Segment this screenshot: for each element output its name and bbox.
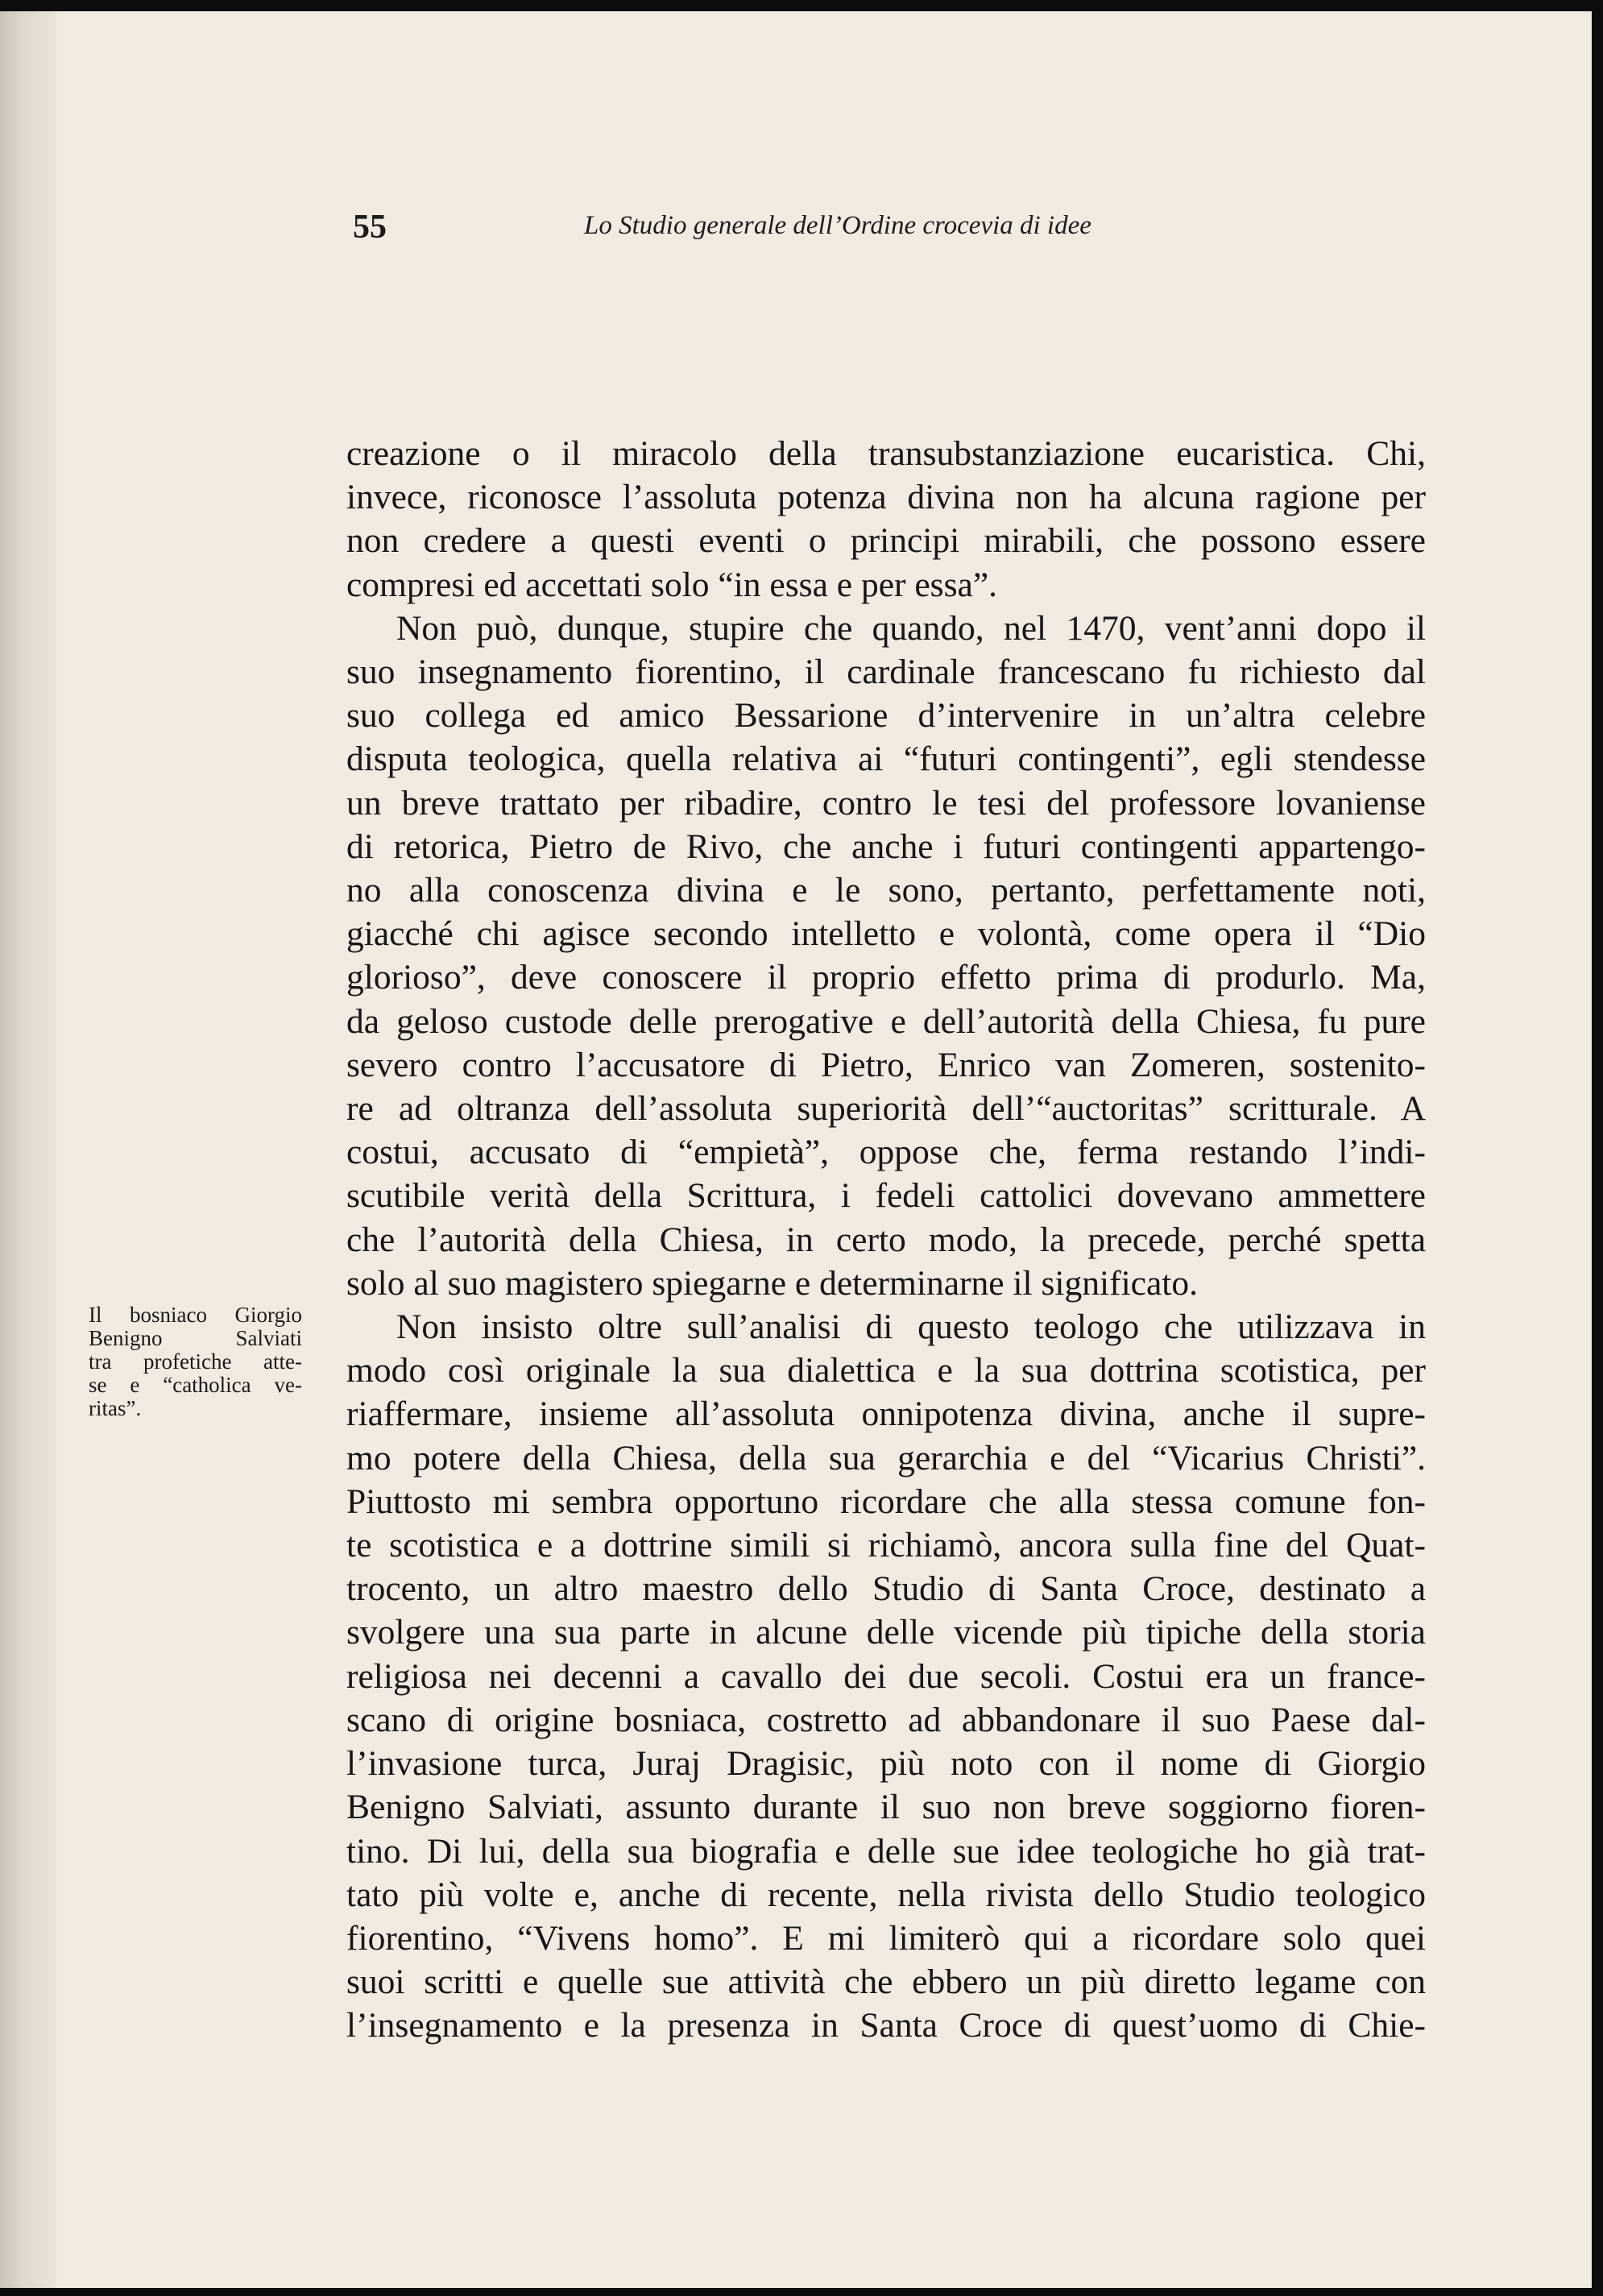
main-text-block xyxy=(346,432,1426,2048)
scan-border-right xyxy=(1592,0,1603,2296)
text-line: invece, riconosce l’assoluta potenza divina non ha alcuna ragione per xyxy=(346,478,1426,517)
text-line: modo così originale la sua dialettica e la sua dottrina scotistica, per xyxy=(346,1351,1426,1390)
margin-note-line: tra profetiche atte- xyxy=(89,1349,302,1374)
text-line: svolgere una sua parte in alcune delle vicende più tipiche della storia xyxy=(346,1613,1426,1652)
text-line: che l’autorità della Chiesa, in certo modo, la precede, perché spetta xyxy=(346,1220,1426,1259)
text-line: compresi ed accettati solo “in essa e per essa”. xyxy=(346,565,998,604)
text-line: un breve trattato per ribadire, contro le tesi del professore lovaniense xyxy=(346,783,1426,823)
text-line: fiorentino, “Vivens homo”. E mi limiterò qui a ricordare solo quei xyxy=(346,1918,1426,1958)
text-line: glorioso”, deve conoscere il proprio effetto prima di produrlo. Ma, xyxy=(346,958,1426,997)
text-line: Benigno Salviati, assunto durante il suo non breve soggiorno fioren- xyxy=(346,1788,1426,1827)
scan-border-top xyxy=(0,0,1603,11)
text-line: scano di origine bosniaca, costretto ad abbandonare il suo Paese dal- xyxy=(346,1700,1426,1739)
text-line: creazione o il miracolo della transubstanziazione eucaristica. Chi, xyxy=(346,434,1426,473)
text-line: religiosa nei decenni a cavallo dei due secoli. Costui era un france- xyxy=(346,1656,1426,1696)
text-line: di retorica, Pietro de Rivo, che anche i futuri contingenti appartengo- xyxy=(346,827,1426,866)
margin-note-line: Benigno Salviati xyxy=(89,1326,302,1350)
text-line: suo insegnamento fiorentino, il cardinale francescano fu richiesto dal xyxy=(346,653,1426,692)
book-spine-shadow xyxy=(0,0,56,2296)
text-line: costui, accusato di “empietà”, oppose che, ferma restando l’indi- xyxy=(346,1133,1426,1172)
text-line: Piuttosto mi sembra opportuno ricordare che alla stessa comune fon- xyxy=(346,1482,1426,1521)
scan-border-bottom xyxy=(0,2288,1603,2296)
text-line-paragraph-start: Non insisto oltre sull’analisi di questo teologo che utilizzava in xyxy=(396,1308,1426,1347)
text-line: trocento, un altro maestro dello Studio di Santa Croce, destinato a xyxy=(346,1569,1426,1609)
text-line: disputa teologica, quella relativa ai “futuri contingenti”, egli stendesse xyxy=(346,740,1426,779)
text-line: non credere a questi eventi o principi mirabili, che possono essere xyxy=(346,521,1426,561)
text-line: riaffermare, insieme all’assoluta onnipotenza divina, anche il supre- xyxy=(346,1395,1426,1434)
text-line: tino. Di lui, della sua biografia e delle sue idee teologiche ho già trat- xyxy=(346,1831,1426,1871)
text-line: scutibile verità della Scrittura, i fedeli cattolici dovevano ammettere xyxy=(346,1176,1426,1216)
text-line: no alla conoscenza divina e le sono, pertanto, perfettamente noti, xyxy=(346,871,1426,910)
margin-note-line: ritas”. xyxy=(89,1396,142,1420)
text-line: da geloso custode delle prerogative e dell’autorità della Chiesa, fu pure xyxy=(346,1001,1426,1041)
margin-note-line: Il bosniaco Giorgio xyxy=(89,1303,302,1327)
running-head-title: Lo Studio generale dell’Ordine crocevia di idee xyxy=(584,211,1091,240)
text-line: suoi scritti e quelle sue attività che ebbero un più diretto legame con xyxy=(346,1962,1426,2002)
text-line: re ad oltranza dell’assoluta superiorità dell’“auctoritas” scritturale. A xyxy=(346,1089,1426,1129)
text-line: severo contro l’accusatore di Pietro, Enrico van Zomeren, sostenito- xyxy=(346,1045,1426,1084)
text-line: tato più volte e, anche di recente, nella rivista dello Studio teologico xyxy=(346,1875,1426,1914)
text-line: suo collega ed amico Bessarione d’intervenire in un’altra celebre xyxy=(346,696,1426,736)
margin-note xyxy=(89,1303,302,1420)
text-line: mo potere della Chiesa, della sua gerarchia e del “Vicarius Christi”. xyxy=(346,1438,1426,1477)
text-line: giacché chi agisce secondo intelletto e volontà, come opera il “Dio xyxy=(346,914,1426,954)
text-line: l’invasione turca, Juraj Dragisic, più noto con il nome di Giorgio xyxy=(346,1744,1426,1784)
text-line: l’insegnamento e la presenza in Santa Croce di quest’uomo di Chie- xyxy=(346,2006,1426,2045)
margin-note-line: se e “catholica ve- xyxy=(89,1373,302,1397)
page-number: 55 xyxy=(353,209,387,246)
text-line: te scotistica e a dottrine simili si richiamò, ancora sulla fine del Quat- xyxy=(346,1526,1426,1565)
text-line-paragraph-start: Non può, dunque, stupire che quando, nel 1470, vent’anni dopo il xyxy=(396,608,1426,648)
text-line: solo al suo magistero spiegarne e determinarne il significato. xyxy=(346,1263,1198,1303)
